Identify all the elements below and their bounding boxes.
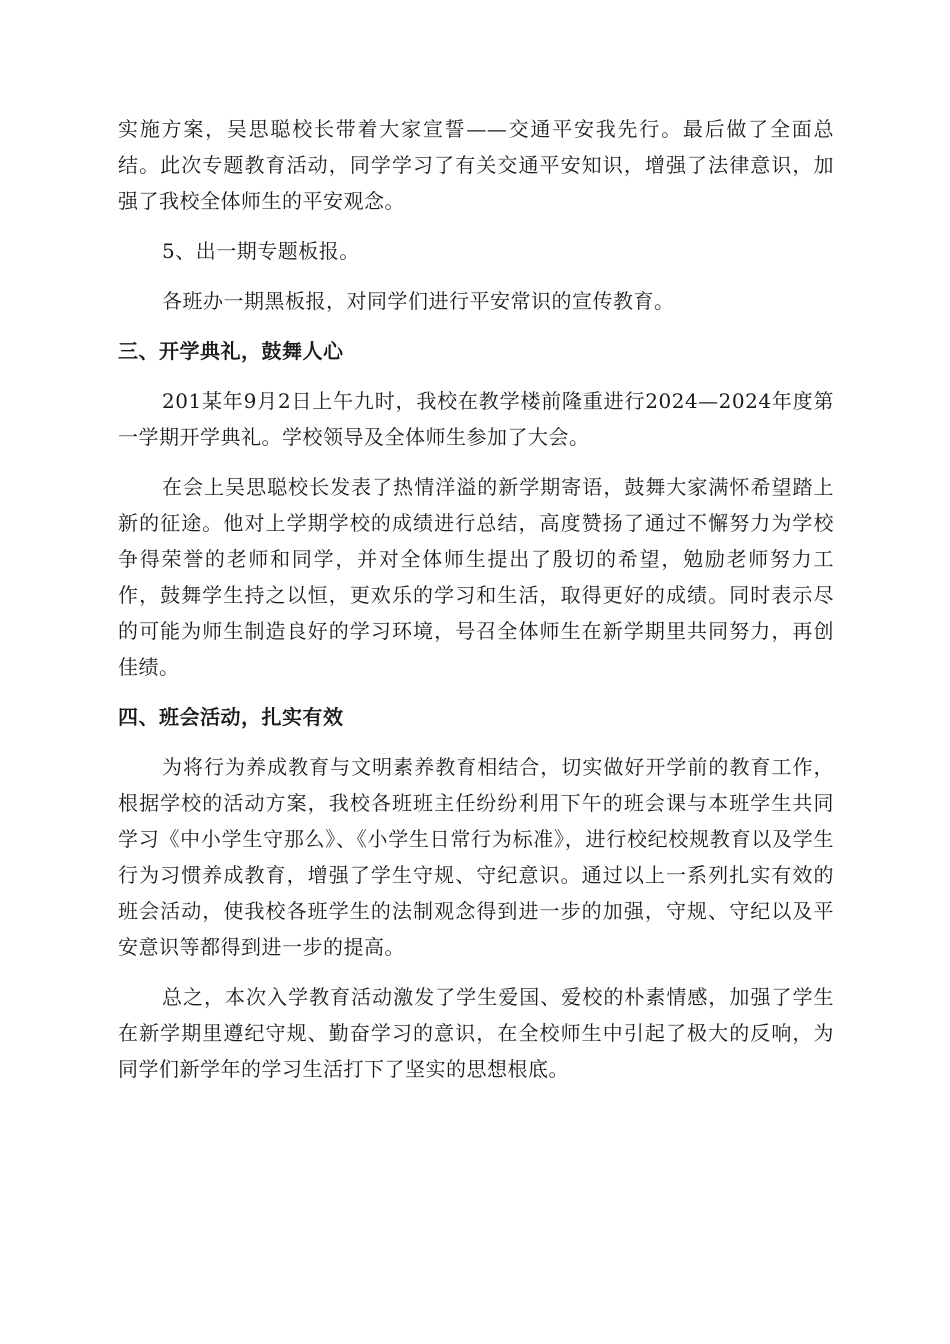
- section-heading-opening-ceremony: 三、开学典礼，鼓舞人心: [118, 339, 344, 363]
- paragraph-blackboard-item: 5、出一期专题板报。: [162, 239, 360, 263]
- paragraph-blackboard-detail: 各班办一期黑板报，对同学们进行平安常识的宣传教育。: [162, 289, 675, 313]
- paragraph-ceremony-date: 201某年9月2日上午九时，我校在教学楼前隆重进行2024—2024年度第一学期开学典礼。学校领导及全体师生参加了大会。: [118, 389, 834, 449]
- paragraph-conclusion: 总之，本次入学教育活动激发了学生爱国、爱校的朴素情感，加强了学生在新学期里遵纪守规、勤奋学习的意识，在全校师生中引起了极大的反响，为同学们新学年的学习生活打下了坚实的思想根底。: [118, 985, 834, 1081]
- section-heading-class-meeting: 四、班会活动，扎实有效: [118, 705, 344, 729]
- paragraph-class-meeting: 为将行为养成教育与文明素养教育相结合，切实做好开学前的教育工作，根据学校的活动方案，我校各班班主任纷纷利用下午的班会课与本班学生共同学习《中小学生守那么》、《小学生日常行为标准》，进行校纪校规教育以及学生行为习惯养成教育，增强了学生守规、守纪意识。通过以上一系列扎实有效的班会活动，使我校各班学生的法制观念得到进一步的加强，守规、守纪以及平安意识等都得到进一步的提高。: [118, 755, 834, 959]
- paragraph-principal-speech: 在会上吴思聪校长发表了热情洋溢的新学期寄语，鼓舞大家满怀希望踏上新的征途。他对上学期学校的成绩进行总结，高度赞扬了通过不懈努力为学校争得荣誉的老师和同学，并对全体师生提出了殷切的希望，勉励老师努力工作，鼓舞学生持之以恒，更欢乐的学习和生活，取得更好的成绩。同时表示尽的可能为师生制造良好的学习环境，号召全体师生在新学期里共同努力，再创佳绩。: [118, 475, 834, 679]
- paragraph-safety-pledge: 实施方案，吴思聪校长带着大家宣誓——交通平安我先行。最后做了全面总结。此次专题教育活动，同学学习了有关交通平安知识，增强了法律意识，加强了我校全体师生的平安观念。: [118, 117, 834, 213]
- document-body: [118, 111, 834, 1101]
